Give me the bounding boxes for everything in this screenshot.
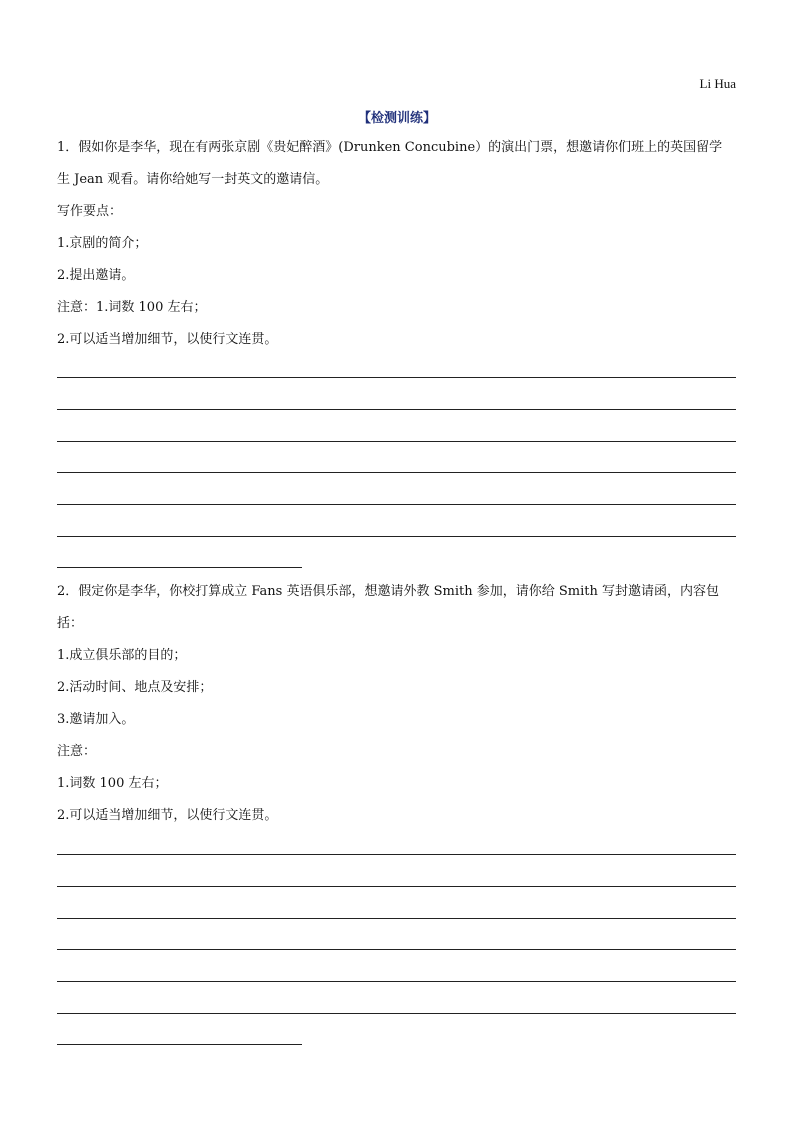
question-2-note-1: 1.词数 100 左右； — [57, 776, 168, 791]
answer-line[interactable] — [57, 949, 736, 950]
answer-line[interactable] — [57, 536, 736, 537]
answer-line[interactable] — [57, 1013, 736, 1014]
signature-name: Li Hua — [699, 76, 736, 91]
question-1 — [57, 132, 737, 356]
question-2 — [57, 576, 737, 832]
answer-line[interactable] — [57, 472, 736, 473]
answer-line[interactable] — [57, 886, 736, 887]
answer-line[interactable] — [57, 441, 736, 442]
section-title: 【检测训练】 — [357, 111, 436, 126]
question-2-content-1: 1.成立俱乐部的目的； — [57, 648, 187, 663]
question-2-content-3: 3.邀请加入。 — [57, 712, 135, 727]
question-2-note-2: 2.可以适当增加细节，以使行文连贯。 — [57, 808, 278, 823]
question-1-requirement-1: 1.京剧的简介； — [57, 236, 148, 251]
question-1-prompt-line-1: 1．假如你是李华，现在有两张京剧《贵妃醉酒》(Drunken Concubine）的演出门票，想邀请你们班上的英国留学 — [57, 140, 723, 155]
question-1-requirements-heading: 写作要点： — [57, 204, 123, 219]
question-1-prompt-line-2: 生 Jean 观看。请你给她写一封英文的邀请信。 — [57, 172, 329, 187]
question-2-content-2: 2.活动时间、地点及安排； — [57, 680, 213, 695]
answer-line[interactable] — [57, 918, 736, 919]
answer-line[interactable] — [57, 981, 736, 982]
answer-line[interactable] — [57, 504, 736, 505]
question-1-note-2: 2.可以适当增加细节，以使行文连贯。 — [57, 332, 278, 347]
question-1-note-1: 注意：1.词数 100 左右； — [57, 300, 207, 315]
answer-line-short[interactable] — [57, 567, 302, 568]
question-2-prompt-line-2: 括： — [57, 616, 84, 631]
question-2-notes-heading: 注意： — [57, 744, 97, 759]
answer-line-short[interactable] — [57, 1044, 302, 1045]
answer-line[interactable] — [57, 854, 736, 855]
answer-line[interactable] — [57, 377, 736, 378]
question-2-prompt-line-1: 2．假定你是李华，你校打算成立 Fans 英语俱乐部，想邀请外教 Smith 参加，请你给 Smith 写封邀请函，内容包 — [57, 584, 719, 599]
answer-line[interactable] — [57, 409, 736, 410]
question-1-requirement-2: 2.提出邀请。 — [57, 268, 135, 283]
